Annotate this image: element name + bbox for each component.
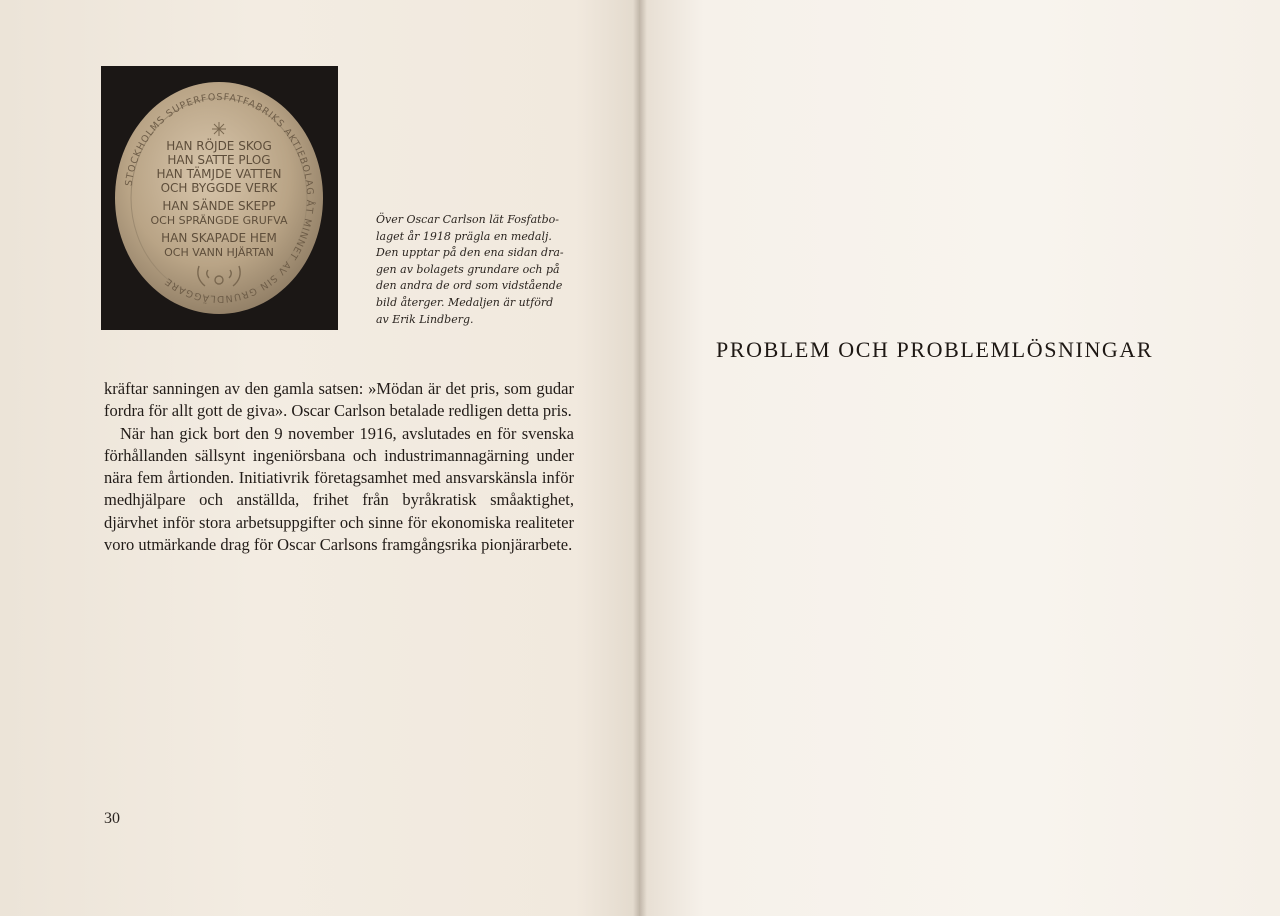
- medal-line-7: HAN SKAPADE HEM: [161, 231, 277, 245]
- medal-photo: [101, 66, 338, 330]
- medal-image: [113, 80, 325, 316]
- page-number: 30: [104, 810, 120, 827]
- medal-star-ornament: [212, 122, 226, 136]
- book-gutter: [633, 0, 647, 916]
- medal-line-1: HAN RÖJDE SKOG: [166, 139, 272, 153]
- right-page: [640, 0, 1280, 916]
- medal-line-6: OCH SPRÄNGDE GRUFVA: [150, 214, 288, 227]
- chapter-title: PROBLEM OCH PROBLEMLÖSNINGAR: [716, 337, 1154, 362]
- medal-disc: [115, 82, 323, 314]
- medal-line-8: OCH VANN HJÄRTAN: [164, 246, 274, 259]
- medal-line-5: HAN SÄNDE SKEPP: [162, 199, 276, 213]
- paragraph-1: kräftar sanningen av den gamla satsen: »Mödan är det pris, som gudar fordra för allt gott de giva». Oscar Carlson betalade redligen detta pris.: [104, 379, 574, 421]
- medal-line-2: HAN SATTE PLOG: [167, 153, 271, 167]
- paragraph-2: När han gick bort den 9 november 1916, avslutades en för svenska förhållanden sällsynt ingeniörsbana och industrimannagärning under nära fem årtionden. Initiativrik företagsamhet med ansvarskänsla inför medhjälpare och anställda, frihet från byråkratisk småaktighet, djärvhet inför stora arbetsuppgifter och sinne för ekonomiska realiteter voro utmärkande drag för Oscar Carlsons framgångsrika pionjärarbete.: [104, 423, 574, 555]
- photo-caption: Över Oscar Carlson lät Fosfatbo- laget år 1918 prägla en medalj. Den upptar på den ena sidan dra- gen av bolagets grundare och på den andra de ord som vidstående bild återger. Medaljen är utförd av Erik Lindberg.: [376, 213, 564, 326]
- body-text: [104, 378, 574, 556]
- medal-line-3: HAN TÄMJDE VATTEN: [156, 167, 282, 181]
- medal-rim-text: STOCKHOLMS SUPERFOSFATFABRIKS AKTIEBOLAG ÅT MINNET AV SIN GRUNDLÄGGARE: [123, 91, 316, 305]
- medal-line-4: OCH BYGGDE VERK: [160, 181, 278, 195]
